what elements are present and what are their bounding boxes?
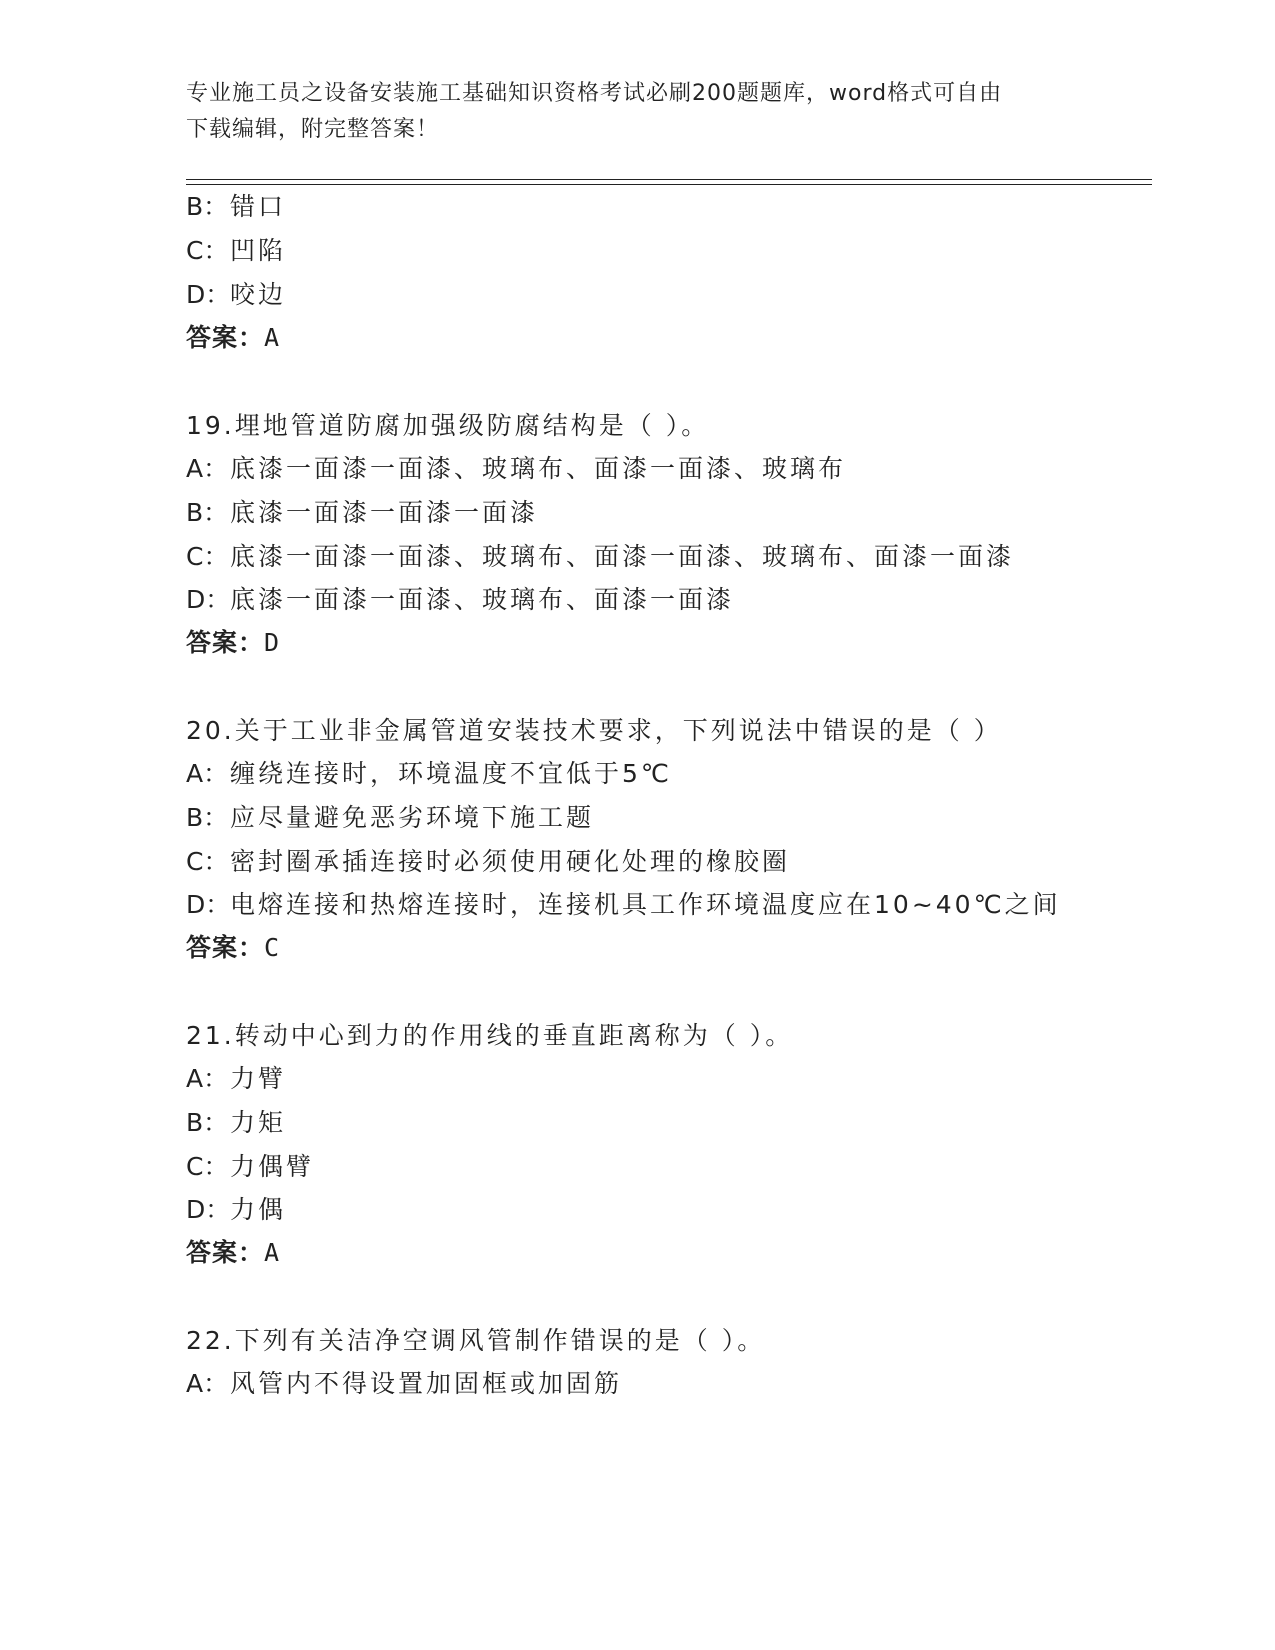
option-a [186, 453, 846, 485]
option-label: A： [186, 1369, 229, 1398]
option-label: A： [186, 1064, 229, 1093]
option-text: 应尽量避免恶劣环境下施工题 [230, 803, 595, 832]
answer-label: 答案： [186, 933, 265, 962]
option-d [186, 889, 1061, 921]
option-label: C： [186, 542, 229, 571]
option-text: 力臂 [230, 1064, 287, 1093]
option-text: 底漆一面漆一面漆、玻璃布、面漆一面漆、玻璃布 [230, 454, 847, 483]
answer-label: 答案： [186, 323, 265, 352]
option-text: 底漆一面漆一面漆、玻璃布、面漆一面漆 [230, 585, 735, 614]
header-divider-top [186, 179, 1152, 180]
option-text: 错口 [230, 192, 287, 221]
option-text: 电熔连接和热熔连接时，连接机具工作环境温度应在10~40℃之间 [230, 890, 1061, 919]
option-label: C： [186, 847, 229, 876]
option-text: 缠绕连接时，环境温度不宜低于5℃ [230, 759, 672, 788]
option-label: C： [186, 1152, 229, 1181]
option-label: B： [186, 803, 229, 832]
option-b [186, 1107, 286, 1139]
option-text: 密封圈承插连接时必须使用硬化处理的橡胶圈 [230, 847, 791, 876]
option-b [186, 802, 594, 834]
answer-value: A [264, 1238, 281, 1267]
answer-value: D [264, 628, 281, 657]
answer-value: C [264, 933, 281, 962]
option-c [186, 235, 286, 267]
option-c [186, 846, 790, 878]
answer-label: 答案： [186, 628, 265, 657]
option-label: D： [186, 1195, 231, 1224]
answer-label: 答案： [186, 1238, 265, 1267]
answer-line [186, 1237, 280, 1269]
option-d [186, 584, 734, 616]
option-text: 底漆一面漆一面漆、玻璃布、面漆一面漆、玻璃布、面漆一面漆 [230, 542, 1015, 571]
option-label: A： [186, 759, 229, 788]
option-label: B： [186, 498, 229, 527]
option-label: C： [186, 236, 229, 265]
question-20-stem: 20.关于工业非金属管道安装技术要求，下列说法中错误的是（ ） [186, 716, 1002, 745]
option-d [186, 279, 286, 311]
option-label: D： [186, 890, 231, 919]
question-19-stem: 19.埋地管道防腐加强级防腐结构是（ ）。 [186, 411, 710, 440]
option-a [186, 1368, 622, 1400]
option-b [186, 497, 538, 529]
option-text: 咬边 [230, 280, 287, 309]
option-label: D： [186, 585, 231, 614]
option-b [186, 191, 286, 223]
answer-line [186, 627, 280, 659]
question-21-stem: 21.转动中心到力的作用线的垂直距离称为（ ）。 [186, 1021, 794, 1050]
option-c [186, 541, 1014, 573]
option-d [186, 1194, 286, 1226]
option-label: A： [186, 454, 229, 483]
document-header [186, 76, 1066, 148]
header-line-1: 专业施工员之设备安装施工基础知识资格考试必刷200题题库，word格式可自由 [186, 81, 1003, 106]
header-line-2: 下载编辑，附完整答案！ [186, 117, 440, 142]
option-label: B： [186, 1108, 229, 1137]
option-text: 风管内不得设置加固框或加固筋 [230, 1369, 623, 1398]
question-22-stem: 22.下列有关洁净空调风管制作错误的是（ ）。 [186, 1326, 766, 1355]
option-label: B： [186, 192, 229, 221]
header-divider-bottom [186, 184, 1152, 185]
answer-line [186, 322, 280, 354]
option-text: 力偶 [230, 1195, 287, 1224]
option-text: 力偶臂 [230, 1152, 315, 1181]
option-text: 底漆一面漆一面漆一面漆 [230, 498, 539, 527]
option-c [186, 1151, 314, 1183]
option-text: 凹陷 [230, 236, 287, 265]
option-text: 力矩 [230, 1108, 287, 1137]
option-a [186, 758, 672, 790]
answer-line [186, 932, 280, 964]
option-label: D： [186, 280, 231, 309]
answer-value: A [264, 323, 281, 352]
option-a [186, 1063, 286, 1095]
